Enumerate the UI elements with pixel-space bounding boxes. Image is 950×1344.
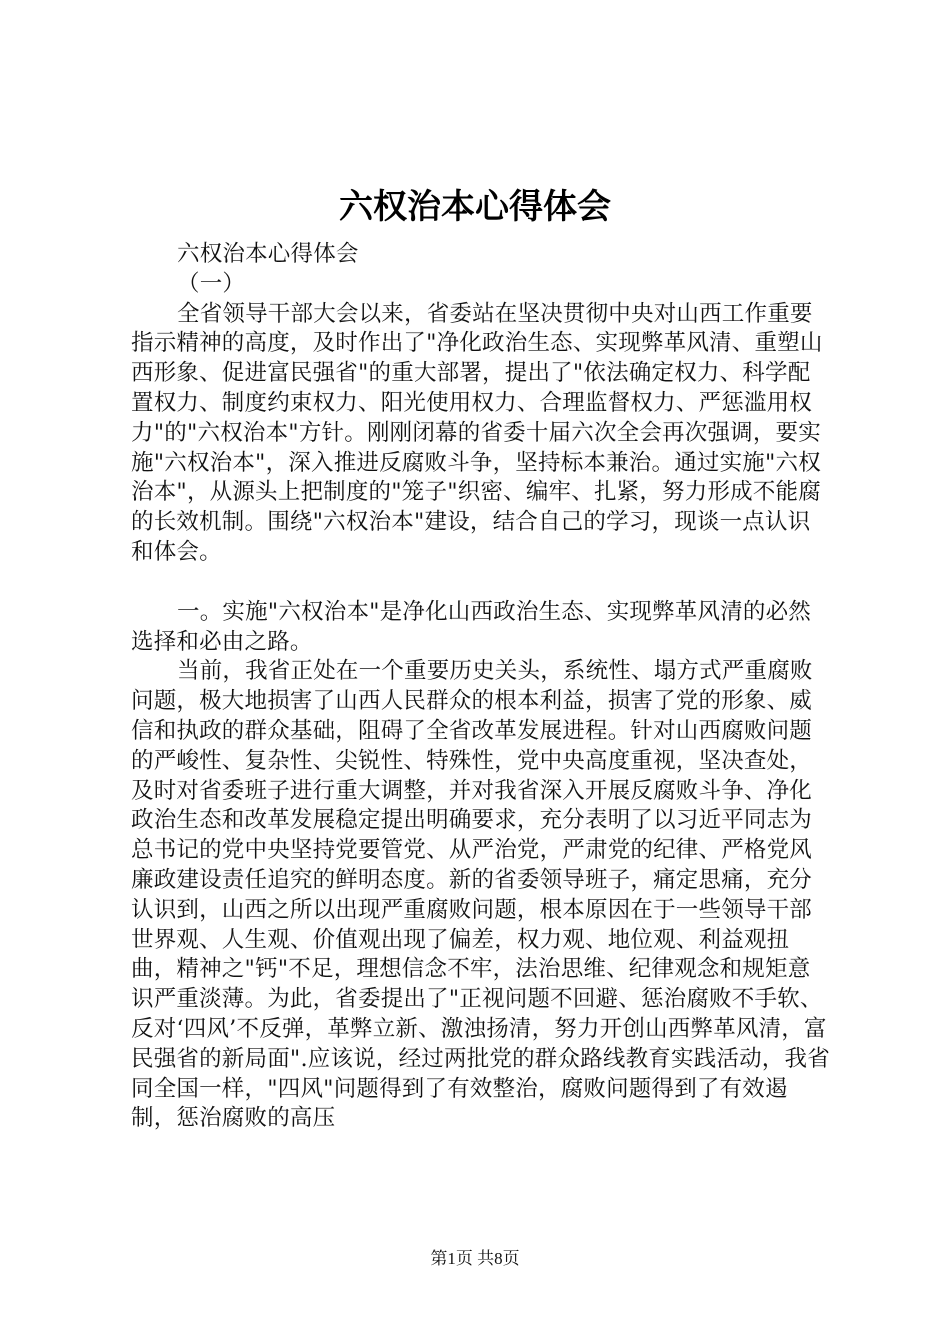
document-title: 六权治本心得体会: [339, 187, 611, 227]
section-marker: （一）: [177, 270, 246, 297]
paragraph-intro: 全省领导干部大会以来，省委站在坚决贯彻中央对山西工作重要指示精神的高度，及时作出了"净化政治生态、实现弊革风清、重塑山西形象、促进富民强省"的重大部署，提出了"依法确定权力、科学配置权力、制度约束权力、阳光使用权力、合理监督权力、严惩滥用权力"的"六权治本"方针。刚刚闭幕的省委十届六次全会再次强调，要实施"六权治本"，深入推进反腐败斗争，坚持标本兼治。通过实施"六权治本"，从源头上把制度的"笼子"织密、编牢、扎紧，努力形成不能腐的长效机制。围绕"六权治本"建设，结合自己的学习，现谈一点认识和体会。: [131, 300, 823, 565]
paragraph-current-situation: 当前，我省正处在一个重要历史关头，系统性、塌方式严重腐败问题，极大地损害了山西人民群众的根本利益，损害了党的形象、威信和执政的群众基础，阻碍了全省改革发展进程。针对山西腐败问题的严峻性、复杂性、尖锐性、特殊性，党中央高度重视，坚决查处，及时对省委班子进行重大调整，并对我省深入开展反腐败斗争、净化政治生态和改革发展稳定提出明确要求，充分表明了以习近平同志为总书记的党中央坚持党要管党、从严治党，严肃党的纪律、严格党风廉政建设责任追究的鲜明态度。新的省委领导班子，痛定思痛，充分认识到，山西之所以出现严重腐败问题，根本原因在于一些领导干部世界观、人生观、价值观出现了偏差，权力观、地位观、利益观扭曲，精神之"钙"不足，理想信念不牢，法治思维、纪律观念和规矩意识严重淡薄。为此，省委提出了"正视问题不回避、惩治腐败不手软、反对‘四风’不反弹，革弊立新、激浊扬清，努力开创山西弊革风清，富民强省的新局面".应该说，经过两批党的群众路线教育实践活动，我省同全国一样，"四风"问题得到了有效整治，腐败问题得到了有效遏制，惩治腐败的高压: [131, 658, 830, 1132]
subtitle-line: 六权治本心得体会: [177, 241, 359, 267]
page-footer: 第1页 共8页: [430, 1249, 520, 1268]
document-body: [131, 240, 831, 1134]
paragraph-heading-one: 一。实施"六权治本"是净化山西政治生态、实现弊革风清的必然选择和必由之路。: [131, 598, 811, 655]
